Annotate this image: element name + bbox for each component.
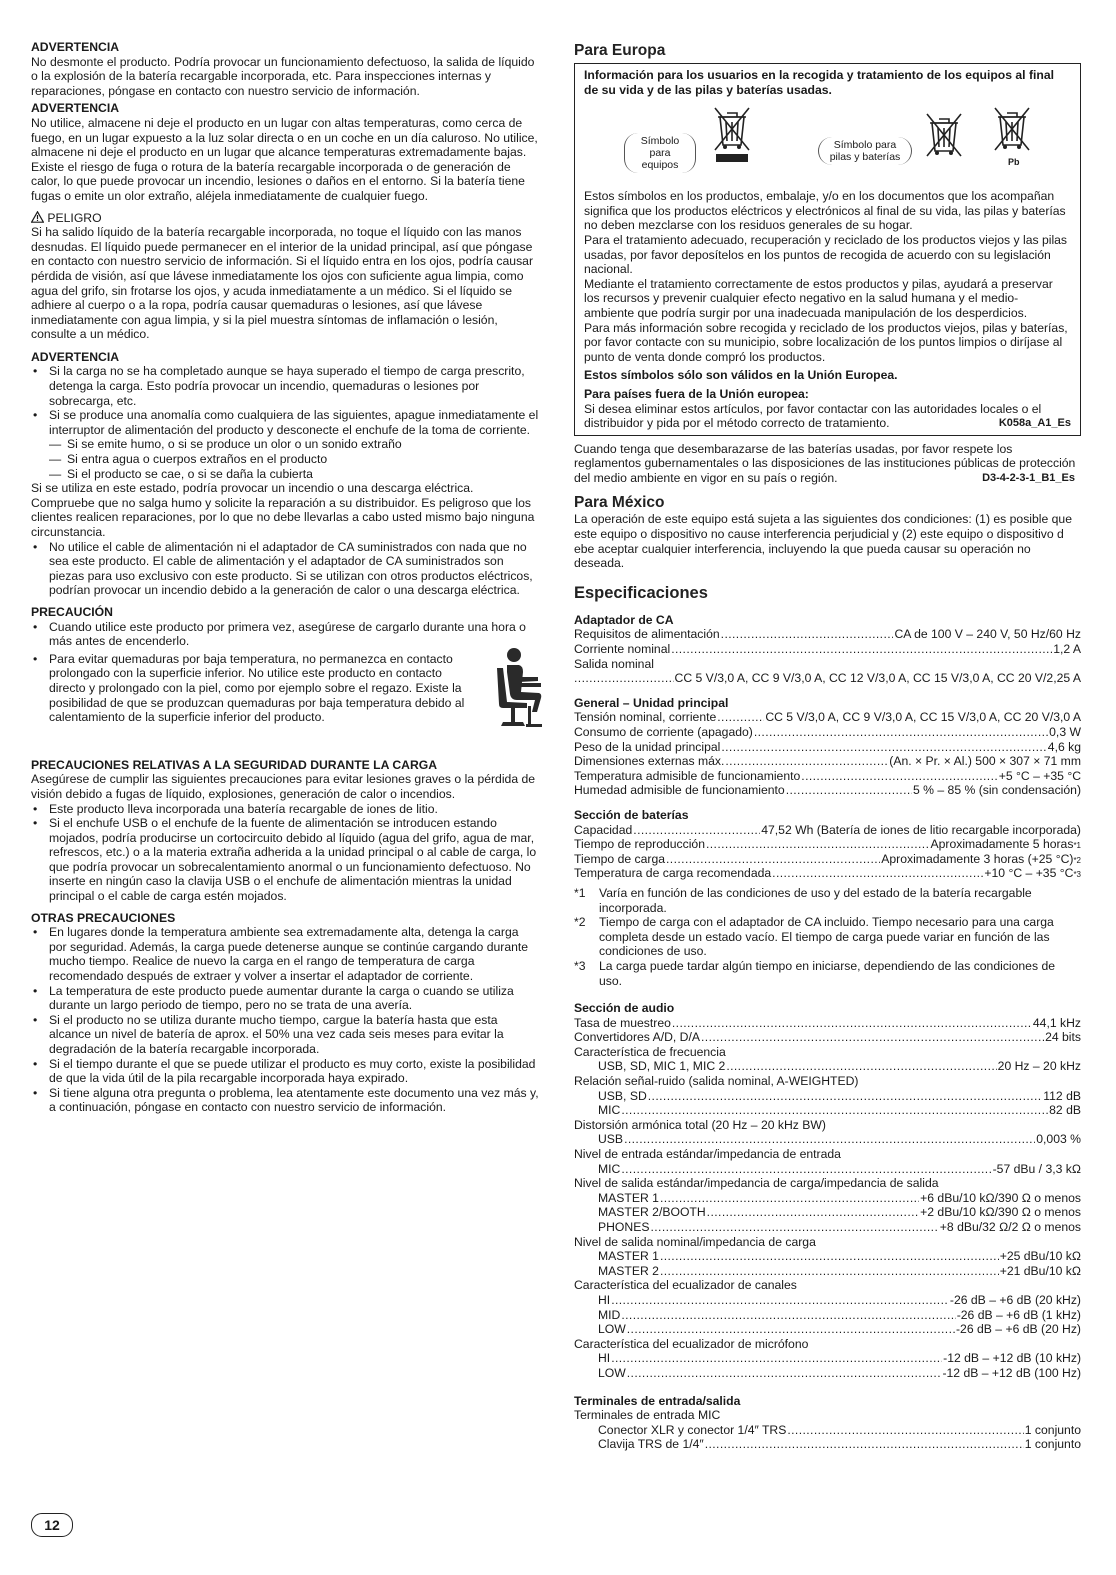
spec-value: -26 dB – +6 dB (20 kHz): [949, 1292, 1081, 1307]
page-number: 12: [31, 1513, 73, 1537]
leader-dots: [754, 725, 1048, 740]
leader-dots: [721, 740, 1046, 755]
spec-label: Tiempo de reproducción: [574, 837, 705, 852]
spec-value: 4,6 kg: [1047, 739, 1081, 754]
leader-dots: [671, 642, 1052, 657]
footnote-number: *1: [574, 885, 586, 900]
doc-code: K058a_A1_Es: [998, 417, 1071, 430]
leader-dots: [621, 1308, 955, 1323]
spec-value: Aproximadamente 5 horas: [930, 837, 1074, 852]
leader-dots: [611, 1351, 942, 1366]
spec-value: Aproximadamente 3 horas (+25 °C): [881, 851, 1074, 866]
non-eu-text: [584, 402, 1071, 431]
footnote-text: La carga puede tardar algún tiempo en iniciarse, dependiendo de las condiciones de uso.: [599, 958, 1055, 988]
spec-value: +25 dBu/10 kΩ: [999, 1249, 1081, 1264]
leader-dots: [801, 769, 997, 784]
spec-label: Temperatura admisible de funcionamiento: [574, 768, 801, 783]
spec-value: +6 dBu/10 kΩ/390 Ω o menos: [920, 1190, 1081, 1205]
dash-item: — Si se emite humo, o si se produce un olor o un sonido extraño: [49, 437, 539, 452]
footnote: [574, 959, 1081, 988]
weee-text: Mediante el tratamiento correctamente de estos productos y pilas, ayudará a preservar los recursos y prevenir cualquier efecto negativo en la salud humana y el medio- ambiente que podría surgir por una inadecuada manipulación de los desperdicios.: [584, 276, 1053, 320]
leader-dots: [726, 1059, 996, 1074]
spec-label: Terminales de entrada MIC: [574, 1408, 721, 1423]
spec-row: [574, 1249, 1081, 1264]
weee-notice-box: [574, 63, 1081, 436]
leader-dots: [717, 710, 764, 725]
spec-label: USB, SD: [598, 1088, 647, 1103]
spec-row: [574, 1351, 1081, 1366]
spec-value: 1 conjunto: [1024, 1422, 1081, 1437]
spec-label: Nivel de salida nominal/impedancia de carga: [574, 1234, 816, 1249]
spec-value: -12 dB – +12 dB (100 Hz): [942, 1365, 1081, 1380]
spec-row: [574, 1366, 1081, 1381]
list-item: • La temperatura de este producto puede aumentar durante la carga o cuando se utiliza durante un largo periodo de tiempo, pero no se trata de una avería.: [31, 984, 539, 1013]
charging-safety-text: Asegúrese de cumplir las siguientes precauciones para evitar lesiones graves o la pérdida de visión debido a fugas de líquido, explosiones, generación de calor o incendios.: [31, 772, 536, 801]
leader-dots: [672, 1016, 1032, 1031]
spec-label: MASTER 1: [598, 1190, 659, 1205]
specs-title: Especificaciones: [574, 583, 708, 602]
spec-label: MID: [598, 1307, 621, 1322]
left-column: [31, 40, 539, 1115]
doc-code: D3-4-2-3-1_B1_Es: [982, 471, 1075, 484]
leader-dots: [624, 1132, 1035, 1147]
seated-person-icon: [483, 646, 545, 730]
warning-text: Si se utiliza en este estado, podría provocar un incendio o una descarga eléctrica. Compruebe que no salga humo y solicite la reparación a su distribuidor. Es peligroso que los clientes realicen reparaciones, por lo que no debe llevarlas a cabo usted mismo bajo ninguna circunstancia.: [31, 481, 535, 539]
spec-row: Tiempo de carga ..... Aproximadamente 3 horas (+25 °C) *2: [574, 852, 1081, 867]
leader-dots: [627, 1366, 942, 1381]
spec-row: [574, 783, 1081, 798]
footnote-text: Tiempo de carga con el adaptador de CA incluido. Tiempo necesario para una carga completa desde un estado vacío. El tiempo de carga puede variar en función de las condiciones de uso.: [599, 915, 1054, 959]
non-eu-heading: Para países fuera de la Unión europea:: [584, 386, 809, 401]
spec-label: MASTER 1: [598, 1249, 659, 1264]
spec-label: LOW: [598, 1322, 626, 1337]
spec-value: 24 bits: [1045, 1030, 1081, 1045]
danger-label: PELIGRO: [47, 210, 102, 225]
list-item: • Si el tiempo durante el que se puede utilizar el producto es muy corto, existe la posibilidad de que la vida útil de la pila recargable incorporada haya expirado.: [31, 1057, 539, 1086]
spec-label: Capacidad: [574, 822, 633, 837]
lead-symbol-label: Pb: [1008, 157, 1020, 168]
spec-label: MASTER 2/BOOTH: [598, 1205, 706, 1220]
mexico-title: Para México: [574, 494, 665, 512]
spec-section-heading: Terminales de entrada/salida: [574, 1393, 741, 1408]
spec-row: [574, 725, 1081, 740]
warning-heading: ADVERTENCIA: [31, 40, 120, 54]
list-item: • En lugares donde la temperatura ambiente sea extremadamente alta, detenga la carga por seguridad. Además, la carga puede detenerse aunque se continúe cargando durante mucho tiempo. Realice de nuevo la carga en el rango de temperatura de carga recomendado después de extraer y volver a insertar el adaptador de corriente.: [31, 925, 539, 983]
leader-dots: [772, 866, 983, 881]
leader-dots: [721, 627, 894, 642]
spec-label: HI: [598, 1351, 611, 1366]
leader-dots: [648, 1089, 1043, 1104]
footnote-number: *2: [574, 915, 586, 930]
warning-text: No utilice, almacene ni deje el producto en un lugar con altas temperaturas, como cerca de fuego, en un lugar expuesto a la luz solar directa o en un coche en un día caluroso. No utilice, almacene ni deje el producto en un lugar que alcance temperaturas extremadamente bajas. Existe el riesgo de fuga o rotura de la batería recargable incorporada o de generación de calor, lo que puede provocar un incendio, lesiones o daños en el entorno. Si la batería tiene fugas o emite un olor extraño, aléjela inmediatamente de cualquier fuego.: [31, 115, 538, 203]
weee-box-title: Información para los usuarios en la recogida y tratamiento de los equipos al final de su vida y de las pilas y baterías usadas.: [584, 68, 1055, 97]
spec-row: Tiempo de reproducción ..... Aproximadamente 5 horas *1: [574, 837, 1081, 852]
spec-value: 47,52 Wh (Batería de iones de litio recargable incorporada): [761, 822, 1081, 837]
charging-safety-heading: PRECAUCIONES RELATIVAS A LA SEGURIDAD DURANTE LA CARGA: [31, 757, 438, 772]
spec-value: +8 dBu/32 Ω/2 Ω o menos: [939, 1220, 1081, 1234]
spec-value: 0,3 W: [1049, 725, 1081, 739]
spec-label: Clavija TRS de 1/4″: [598, 1437, 704, 1452]
spec-label: Humedad admisible de funcionamiento: [574, 783, 785, 798]
spec-value: 112 dB: [1043, 1088, 1081, 1103]
leader-dots: [787, 1423, 1023, 1438]
spec-label: Conector XLR y conector 1/4″ TRS: [598, 1422, 787, 1437]
spec-row: [574, 1423, 1081, 1438]
list-item: • Si el enchufe USB o el enchufe de la fuente de alimentación se introducen estando mojados, podría producirse un cortocircuito debido al líquido (agua del grifo, agua de mar, refrescos, etc.) o a la materia extraña adherida a la unidad principal o al cable de carga, lo que podría provocar un sobrecalentamiento anormal o un funcionamiento defectuoso. No inserte en ningún caso la clavija USB o el enchufe de alimentación mientras la unidad principal o el cable de carga estén mojados.: [31, 816, 539, 904]
spec-label: Distorsión armónica total (20 Hz – 20 kHz BW): [574, 1117, 826, 1132]
spec-label: Nivel de salida estándar/impedancia de carga/impedancia de salida: [574, 1176, 939, 1191]
spec-row: [574, 1308, 1081, 1323]
leader-dots: [706, 837, 930, 852]
leader-dots: [660, 1249, 999, 1264]
spec-section-heading: Sección de audio: [574, 1001, 675, 1016]
spec-label: Tensión nominal, corriente: [574, 710, 717, 725]
list-item: • Si el producto no se utiliza durante mucho tiempo, cargue la batería hasta que esta alcance un nivel de batería de aprox. el 50% una vez cada seis meses para evitar la degradación de la batería recargable incorporada.: [31, 1013, 539, 1057]
warning-text: No desmonte el producto. Podría provocar un funcionamiento defectuoso, la salida de líquido o la explosión de la batería recargable incorporada, etc. Para inspecciones internas y reparaciones, póngase en contacto con nuestro servicio de información.: [31, 54, 535, 98]
spec-row: [574, 1437, 1081, 1452]
spec-row: [574, 627, 1081, 642]
crossed-bin-pb-icon: [992, 105, 1032, 155]
spec-row: [574, 1089, 1081, 1104]
spec-value: 82 dB: [1049, 1103, 1081, 1118]
spec-value: 20 Hz – 20 kHz: [997, 1059, 1081, 1074]
spec-row: [574, 642, 1081, 657]
battery-disposal-body: Cuando tenga que desembarazarse de las baterías usadas, por favor respete los reglamentos gubernamentales o las disposiciones de las instituciones públicas de protección del medio ambiente en vigor en su país o región.: [574, 441, 1076, 485]
spec-label: Consumo de corriente (apagado): [574, 725, 753, 739]
leader-dots: [705, 1437, 1024, 1452]
warning-heading: ADVERTENCIA: [31, 101, 120, 116]
footnote: [574, 915, 1081, 959]
spec-label: USB: [598, 1132, 624, 1147]
spec-row: [574, 1132, 1081, 1147]
list-item: [31, 652, 539, 725]
spec-label: Nivel de entrada estándar/impedancia de entrada: [574, 1147, 841, 1162]
spec-value: 1 conjunto: [1024, 1437, 1081, 1452]
crossed-bin-battery-icon: [924, 111, 964, 161]
spec-label: MASTER 2: [598, 1263, 659, 1278]
footnote: [574, 886, 1081, 915]
list-item: • Si se produce una anomalía como cualquiera de las siguientes, apague inmediatamente el interruptor de alimentación del producto y desconecte el enchufe de la toma de corriente.: [31, 408, 539, 437]
leader-dots: [725, 754, 888, 769]
spec-value: CA de 100 V – 240 V, 50 Hz/60 Hz: [894, 627, 1081, 642]
footnote-text: Varía en función de las condiciones de uso y del estado de la batería recargable incorporada.: [599, 885, 1032, 915]
leader-dots: [621, 1103, 1048, 1118]
spec-row: [574, 740, 1081, 755]
battery-symbol-label: Símbolo para pilas y baterías: [818, 137, 912, 165]
leader-dots: [707, 1205, 919, 1220]
spec-value: +10 °C – +35 °C: [984, 866, 1074, 881]
spec-label: Dimensiones externas máx.: [574, 754, 725, 769]
leader-dots: [611, 1293, 949, 1308]
dash-item: — Si el producto se cae, o si se daña la cubierta: [49, 467, 539, 482]
spec-label: Requisitos de alimentación: [574, 627, 720, 642]
spec-value: 5 % – 85 % (sin condensación): [912, 783, 1081, 798]
spec-row: [574, 1030, 1081, 1045]
spec-label: LOW: [598, 1365, 626, 1380]
spec-label: Característica del ecualizador de micrófono: [574, 1336, 809, 1351]
weee-text: Estos símbolos en los productos, embalaje, y/o en los documentos que los acompañan significa que los productos eléctricos y electrónicos al final de su vida, las pilas y baterías no deben mezclarse con los residuos generales de su hogar.: [584, 189, 1066, 233]
spec-label: HI: [598, 1292, 611, 1307]
spec-label: MIC: [598, 1161, 621, 1176]
list-item: • Este producto lleva incorporada una batería recargable de iones de litio.: [31, 802, 539, 817]
spec-value: (An. × Pr. × Al.) 500 × 307 × 71 mm: [889, 754, 1081, 769]
leader-dots: [633, 823, 760, 838]
warning-triangle-icon: [31, 211, 44, 223]
spec-label: Convertidores A/D, D/A: [574, 1030, 700, 1045]
spec-row: [574, 1103, 1081, 1118]
spec-row: [574, 1162, 1081, 1177]
weee-text: Para el tratamiento adecuado, recuperación y reciclado de los productos viejos y las pilas usadas, por favor deposítelos en los puntos de recogida de acuerdo con su legislación nacional.: [584, 232, 1068, 277]
footnote-number: *3: [574, 958, 586, 973]
spec-label: PHONES: [598, 1220, 650, 1234]
list-item: • Si la carga no se ha completado aunque se haya superado el tiempo de carga prescrito, detenga la carga. Esto podría provocar un incendio, quemaduras o lesiones por sobrecarga, etc.: [31, 364, 539, 408]
leader-dots: [701, 1030, 1044, 1045]
eu-only-note: Estos símbolos sólo son válidos en la Unión Europea.: [584, 368, 898, 383]
spec-value: -26 dB – +6 dB (1 kHz): [956, 1307, 1081, 1322]
danger-text: Si ha salido líquido de la batería recargable incorporada, no toque el líquido con las manos desnudas. El líquido puede permanecer en el interior de la unidad principal, así que póngase en contacto con nuestro servicio de información. Si el líquido entra en los ojos, podría causar pérdida de visión, así que lávese inmediatamente los ojos con suficiente agua limpia, como agua del grifo, sin frotarse los ojos, y acuda inmediatamente a un médico. Si el líquido se adhiere al cuerpo o a la ropa, podría causar quemaduras o lesiones, así que lávese inmediatamente con agua limpia, y si la piel muestra síntomas de inflamación o lesión, consulte a un médico.: [31, 225, 534, 342]
leader-dots: [650, 1220, 938, 1235]
spec-row: [574, 1205, 1081, 1220]
spec-row: Temperatura de carga recomendada ..... +10 °C – +35 °C *3: [574, 866, 1081, 881]
spec-row: [574, 1293, 1081, 1308]
spec-value: CC 5 V/3,0 A, CC 9 V/3,0 A, CC 15 V/3,0 A, CC 20 V/3,0 A: [765, 710, 1081, 725]
leader-dots: [660, 1264, 999, 1279]
spec-value: 0,003 %: [1036, 1132, 1081, 1147]
recycling-symbols: [584, 97, 1071, 189]
spec-value: 1,2 A: [1053, 642, 1081, 657]
spec-label: Tasa de muestreo: [574, 1015, 671, 1030]
spec-value: +5 °C – +35 °C: [998, 768, 1081, 783]
leader-dots: [627, 1322, 955, 1337]
europe-title: Para Europa: [574, 42, 666, 59]
danger-heading: [31, 211, 539, 226]
spec-label: Corriente nominal: [574, 642, 671, 657]
spec-value: 44,1 kHz: [1032, 1015, 1081, 1030]
spec-row: [574, 1220, 1081, 1235]
other-precautions-heading: OTRAS PRECAUCIONES: [31, 910, 176, 925]
list-item: • No utilice el cable de alimentación ni el adaptador de CA suministrados con nada que no sea este producto. El cable de alimentación y el adaptador de CA suministrados son piezas para uso exclusivo con este producto. Si se utilizan con otros productos eléctricos, podrían provocar un incendio debido a la generación de calor o una descarga eléctrica.: [31, 540, 539, 598]
spec-section-heading: Sección de baterías: [574, 807, 689, 822]
spec-label: Característica de frecuencia: [574, 1044, 726, 1059]
spec-value: +2 dBu/10 kΩ/390 Ω o menos: [920, 1205, 1081, 1220]
mexico-text: La operación de este equipo está sujeta a las siguientes dos condiciones: (1) es posible que este equipo o dispositivo no cause interferencia perjudicial y (2) este equipo o dispositivo d ebe aceptar cualquier interferencia, incluyendo la que pueda causar su operación no deseada.: [574, 512, 1072, 571]
spec-value: -57 dBu / 3,3 kΩ: [992, 1161, 1081, 1176]
leader-dots: [574, 671, 674, 686]
spec-label: Peso de la unidad principal: [574, 739, 721, 754]
warning-heading: ADVERTENCIA: [31, 349, 120, 364]
spec-label: USB, SD, MIC 1, MIC 2: [598, 1059, 726, 1074]
equipment-symbol-label: Símbolo para equipos: [624, 133, 696, 173]
list-item: • Cuando utilice este producto por primera vez, asegúrese de cargarlo durante una hora o más antes de encenderlo.: [31, 620, 539, 649]
spec-row: [574, 769, 1081, 784]
spec-section-heading: General – Unidad principal: [574, 695, 729, 710]
list-item-text: Para evitar quemaduras por baja temperatura, no permanezca en contacto prolongado con la superficie inferior. No utilice este producto en contacto directo y prolongado con la piel, como por ejemplo sobre el regazo. Existe la posibilidad de que se produzcan quemaduras por baja temperatura debido al calentamiento de la superficie inferior del producto.: [49, 651, 465, 725]
spec-label: Tiempo de carga: [574, 851, 666, 866]
leader-dots: [621, 1162, 991, 1177]
spec-row: [574, 1059, 1081, 1074]
spec-label: Característica del ecualizador de canales: [574, 1278, 797, 1293]
leader-dots: [660, 1191, 919, 1206]
crossed-bin-equipment-icon: [712, 105, 752, 163]
spec-row: [574, 671, 1081, 686]
spec-value: +21 dBu/10 kΩ: [999, 1263, 1081, 1278]
spec-row: [574, 754, 1081, 769]
spec-section-heading: Adaptador de CA: [574, 612, 674, 627]
spec-row: [574, 1191, 1081, 1206]
battery-disposal-text: [574, 442, 1081, 486]
caution-heading: PRECAUCIÓN: [31, 604, 113, 619]
spec-row: [574, 1322, 1081, 1337]
leader-dots: [786, 783, 912, 798]
leader-dots: [666, 852, 880, 867]
right-column: [574, 42, 1081, 1452]
spec-label: MIC: [598, 1103, 621, 1118]
weee-text: Para más información sobre recogida y reciclado de los productos viejos, pilas y baterías, por favor contacte con su municipio, sobre localización de los puntos limpios o diríjase al punto de venta donde compró los productos.: [584, 320, 1068, 364]
spec-row: [574, 823, 1081, 838]
spec-value: CC 5 V/3,0 A, CC 9 V/3,0 A, CC 12 V/3,0 A, CC 15 V/3,0 A, CC 20 V/2,25 A: [674, 671, 1081, 686]
spec-label: Temperatura de carga recomendada: [574, 866, 772, 881]
spec-label: Relación señal-ruido (salida nominal, A-WEIGHTED): [574, 1074, 859, 1089]
spec-label: Salida nominal: [574, 656, 654, 671]
spec-value: -12 dB – +12 dB (10 kHz): [943, 1351, 1081, 1366]
dash-item: — Si entra agua o cuerpos extraños en el producto: [49, 452, 539, 467]
spec-row: [574, 1016, 1081, 1031]
list-item: • Si tiene alguna otra pregunta o problema, lea atentamente este documento una vez más y, a continuación, póngase en contacto con nuestro servicio de información.: [31, 1086, 539, 1115]
spec-row: [574, 710, 1081, 725]
spec-value: -26 dB – +6 dB (20 Hz): [956, 1322, 1081, 1337]
spec-row: [574, 1264, 1081, 1279]
non-eu-body: Si desea eliminar estos artículos, por favor contactar con las autoridades locales o el distribuidor y pida por el método correcto de tratamiento.: [584, 401, 1042, 431]
